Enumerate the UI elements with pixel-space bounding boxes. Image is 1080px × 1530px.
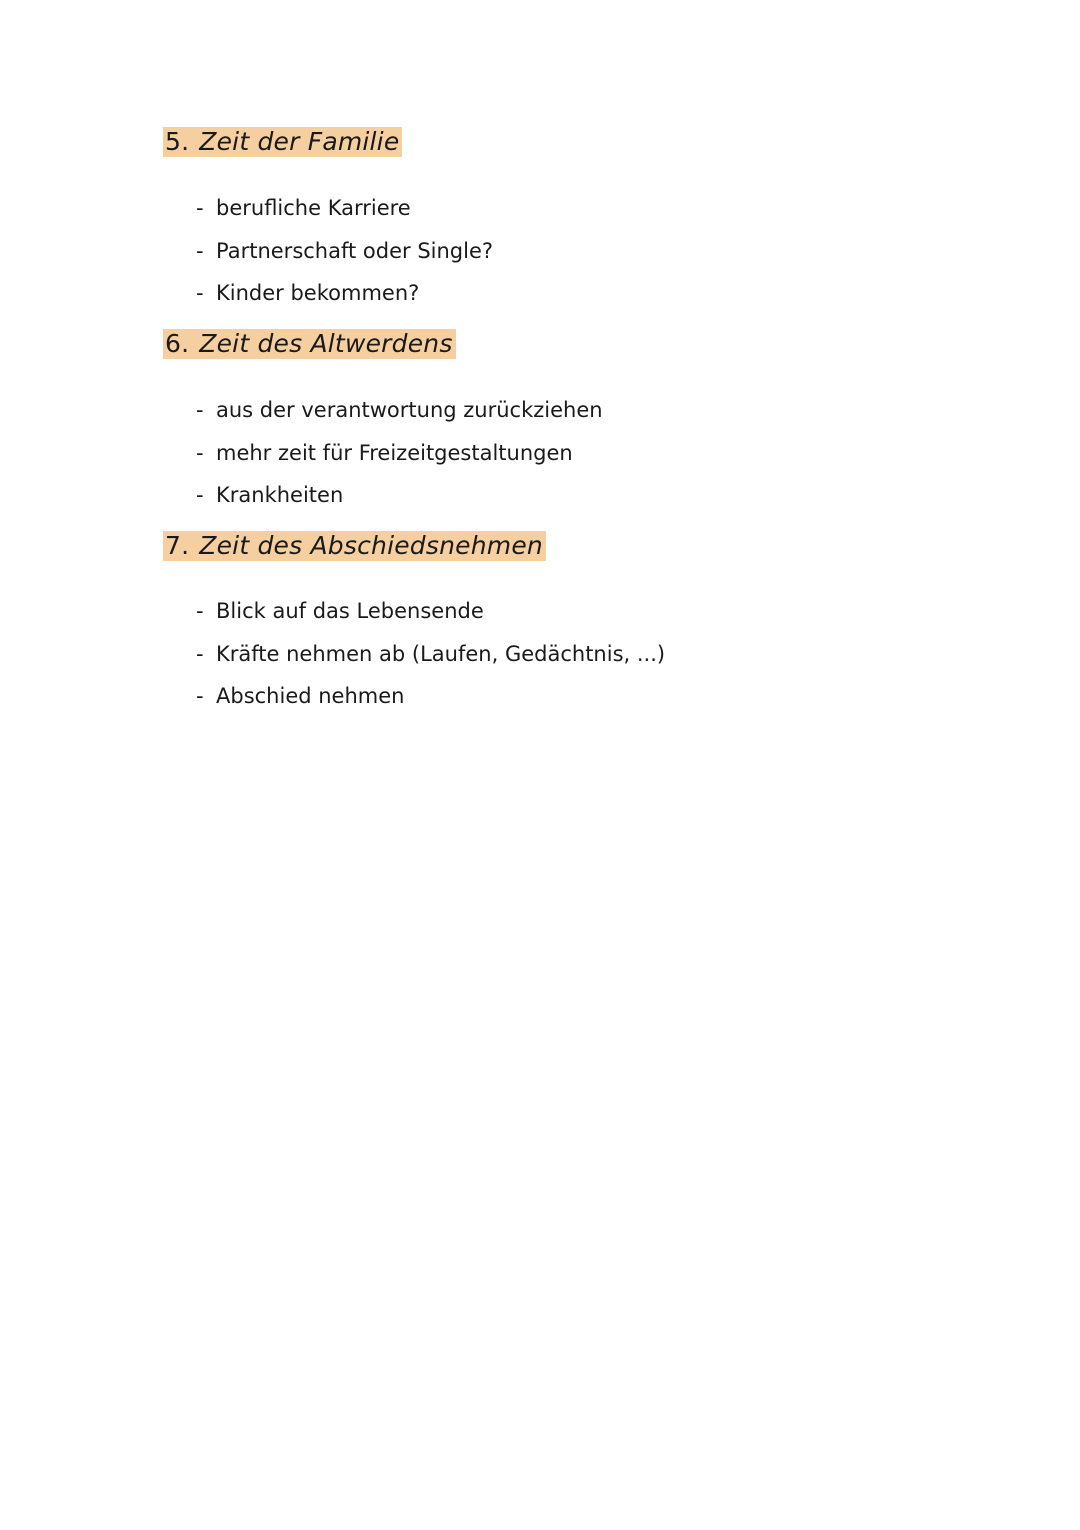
bullet-dash: - — [196, 684, 204, 708]
list-item — [196, 597, 484, 625]
list-item-text: aus der verantwortung zurückziehen — [216, 398, 603, 422]
section-number: 6. — [165, 329, 190, 358]
list-item — [196, 640, 665, 668]
bullet-dash: - — [196, 441, 204, 465]
bullet-dash: - — [196, 196, 204, 220]
list-item — [196, 237, 493, 265]
section-7 — [163, 531, 666, 708]
list-item-text: Krankheiten — [216, 483, 344, 507]
section-title: Zeit der Familie — [199, 127, 400, 156]
section-title: Zeit des Abschiedsnehmen — [199, 531, 543, 560]
list-item — [196, 279, 419, 307]
bullet-dash: - — [196, 483, 204, 507]
list-item-text: Partnerschaft oder Single? — [216, 239, 494, 263]
list-item — [196, 439, 573, 467]
section-number: 7. — [165, 531, 190, 560]
section-6 — [163, 329, 603, 507]
bullet-dash: - — [196, 599, 204, 623]
section-5 — [163, 127, 494, 305]
list-item — [196, 194, 411, 222]
bullet-dash: - — [196, 239, 204, 263]
list-item-text: Kinder bekommen? — [216, 281, 420, 305]
list-item-text: Blick auf das Lebensende — [216, 599, 484, 623]
bullet-dash: - — [196, 398, 204, 422]
list-item-text: Kräfte nehmen ab (Laufen, Gedächtnis, ...) — [216, 642, 666, 666]
list-item-text: mehr zeit für Freizeitgestaltungen — [216, 441, 573, 465]
section-heading — [163, 127, 402, 157]
list-item — [196, 481, 343, 509]
list-item-text: Abschied nehmen — [216, 684, 405, 708]
section-heading — [163, 329, 456, 359]
list-item-text: beruﬂiche Karriere — [216, 196, 411, 220]
section-heading — [163, 531, 546, 561]
section-title: Zeit des Altwerdens — [199, 329, 453, 358]
bullet-dash: - — [196, 642, 204, 666]
bullet-dash: - — [196, 281, 204, 305]
list-item — [196, 396, 603, 424]
section-number: 5. — [165, 127, 190, 156]
list-item — [196, 682, 404, 710]
